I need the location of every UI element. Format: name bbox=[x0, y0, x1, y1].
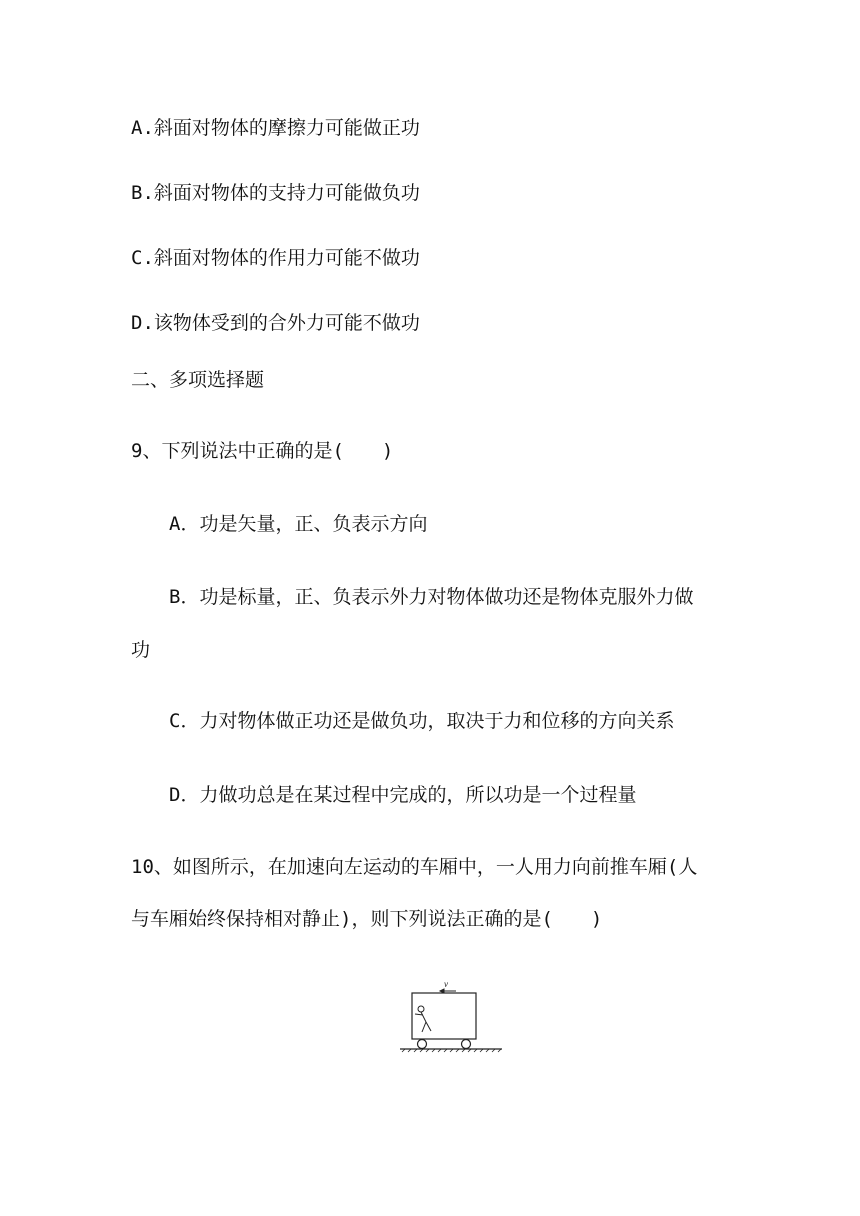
question-10-stem-line1: 10、如图所示，在加速向左运动的车厢中，一人用力向前推车厢(人 bbox=[131, 856, 698, 878]
question-9-option-d: D．力做功总是在某过程中完成的，所以功是一个过程量 bbox=[169, 784, 637, 806]
option-a-prev: A.斜面对物体的摩擦力可能做正功 bbox=[131, 117, 420, 139]
question-9-option-a: A．功是矢量，正、负表示方向 bbox=[169, 513, 428, 535]
option-b-prev: B.斜面对物体的支持力可能做负功 bbox=[131, 182, 420, 204]
section-heading: 二、多项选择题 bbox=[131, 369, 265, 391]
wheel-left bbox=[418, 1040, 427, 1049]
question-9-option-b-line2: 功 bbox=[131, 639, 151, 661]
wheel-right bbox=[462, 1040, 471, 1049]
option-d-prev: D.该物体受到的合外力可能不做功 bbox=[131, 312, 420, 334]
carriage-body bbox=[412, 993, 476, 1039]
carriage-figure bbox=[398, 978, 504, 1054]
question-9-option-c: C．力对物体做正功还是做负功，取决于力和位移的方向关系 bbox=[169, 710, 675, 732]
question-9-option-b-line1: B．功是标量，正、负表示外力对物体做功还是物体克服外力做 bbox=[169, 586, 694, 608]
velocity-label: v bbox=[444, 979, 448, 989]
option-c-prev: C.斜面对物体的作用力可能不做功 bbox=[131, 247, 420, 269]
question-10-stem-line2: 与车厢始终保持相对静止)，则下列说法正确的是( ) bbox=[131, 908, 603, 930]
question-9-stem: 9、下列说法中正确的是( ) bbox=[131, 440, 394, 462]
